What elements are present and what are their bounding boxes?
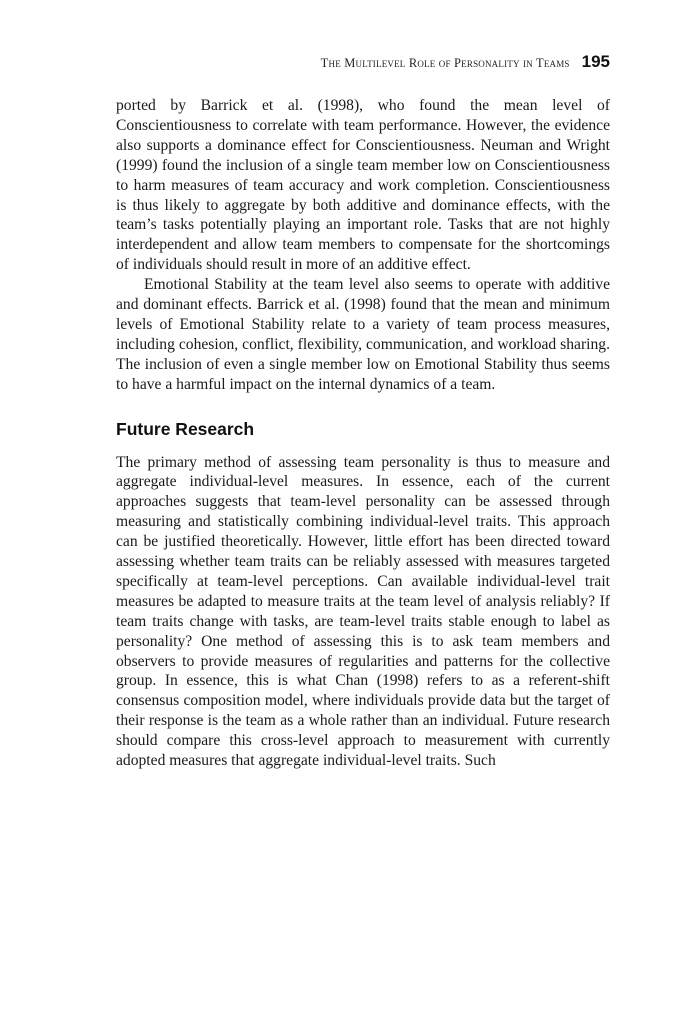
running-title: The Multilevel Role of Personality in Teams bbox=[320, 56, 570, 70]
running-header bbox=[321, 52, 610, 72]
section-heading: Future Research bbox=[116, 418, 255, 439]
body-text bbox=[116, 96, 610, 771]
paragraph-emotional-stability: Emotional Stability at the team level also seems to operate with additive and dominant effects. Barrick et al. (1998) found that the mean and minimum levels of Emotional Stability relate to a variety of team process measures, including cohesion, conflict, flexibility, communication, and workload sharing. The inclusion of even a single member low on Emotional Stability thus seems to have a harmful impact on the internal dynamics of a team. bbox=[116, 276, 610, 393]
page-number: 195 bbox=[581, 52, 610, 71]
paragraph-continuation: ported by Barrick et al. (1998), who found the mean level of Conscientiousness to correlate with team performance. However, the evidence also supports a dominance effect for Conscientiousness. Neuman and Wright (1999) found the inclusion of a single team member low on Conscientiousness to harm measures of team accuracy and work completion. Conscientiousness is thus likely to aggregate by both additive and dominance effects, with the team’s tasks potentially playing an important role. Tasks that are not highly interdependent and allow team members to compensate for the shortcomings of individuals should result in more of an additive effect. bbox=[116, 97, 610, 274]
paragraph-future-research: The primary method of assessing team personality is thus to measure and aggregate individual-level measures. In essence, each of the current approaches suggests that team-level personality can be assessed through measuring and statistically combining individual-level traits. This approach can be justified theoretically. However, little effort has been directed toward assessing whether team traits can be reliably assessed with measures targeted specifically at team-level perceptions. Can available individual-level trait measures be adapted to measure traits at the team level of analysis reliably? If team traits change with tasks, are team-level traits stable enough to label as personality? One method of assessing this is to ask team members and observers to provide measures of regularities and patterns for the collective group. In essence, this is what Chan (1998) refers to as a referent-shift consensus composition model, where individuals provide data but the target of their response is the team as a whole rather than an individual. Future research should compare this cross-level approach to measurement with currently adopted measures that aggregate individual-level traits. Such bbox=[116, 453, 610, 770]
